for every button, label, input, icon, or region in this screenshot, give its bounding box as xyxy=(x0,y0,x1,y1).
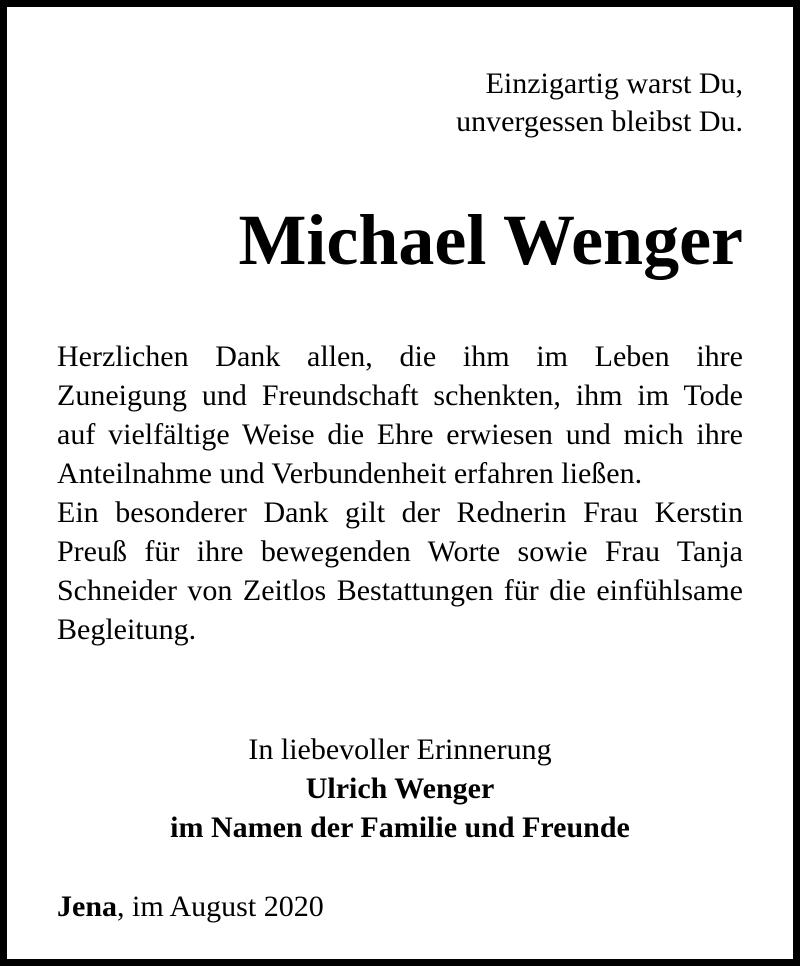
motto xyxy=(456,65,743,141)
thanks-paragraph xyxy=(57,493,743,649)
signer-name: Ulrich Wenger xyxy=(305,772,495,805)
thanks-paragraph-text: Herzlichen Dank allen, die ihm im Leben ihre Zuneigung und Freundschaft schenkten, ihm im Tode auf vielfältige Weise die Ehre erwiesen und mich ihre Anteilnahme und Verbundenheit erfahren ließen. xyxy=(57,340,743,490)
thanks-text xyxy=(57,337,743,649)
place-date: , im August 2020 xyxy=(117,890,324,923)
remembrance-line: In liebevoller Erinnerung xyxy=(248,733,552,766)
closing-block xyxy=(57,730,743,847)
motto-line: unvergessen bleibst Du. xyxy=(456,105,743,138)
deceased-name: Michael Wenger xyxy=(238,200,743,280)
place-and-date xyxy=(57,887,324,926)
on-behalf-line: im Namen der Familie und Freunde xyxy=(170,811,630,844)
thanks-paragraph-text: Ein besonderer Dank gilt der Rednerin Frau Kerstin Preuß für ihre bewegenden Worte sowie Frau Tanja Schneider von Zeitlos Bestattungen für die einfühlsame Begleitung. xyxy=(57,496,743,646)
place-city: Jena xyxy=(57,890,117,923)
motto-line: Einzigartig warst Du, xyxy=(485,67,743,100)
thanks-paragraph xyxy=(57,337,743,493)
